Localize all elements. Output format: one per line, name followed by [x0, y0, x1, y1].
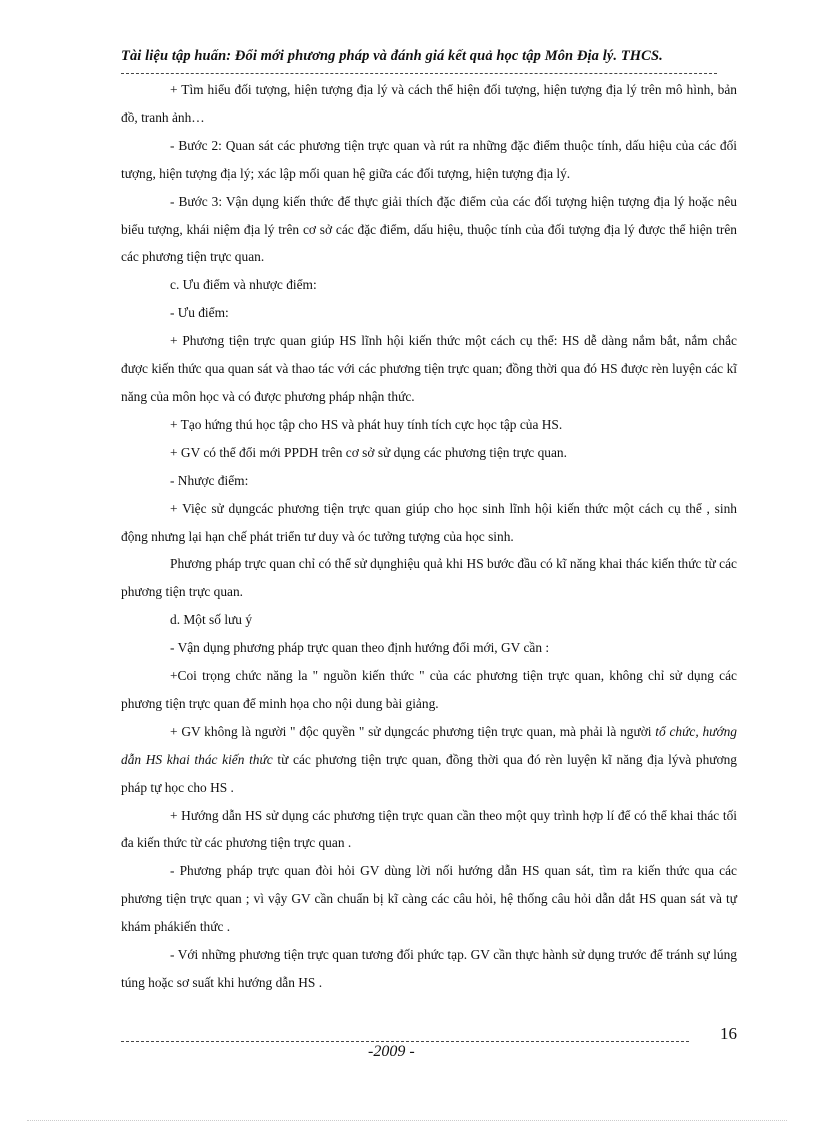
paragraph: +Coi trọng chức năng la " nguồn kiến thức " của các phương tiện trực quan, không chỉ sử dụng các phương tiện trực quan để minh họa cho nội dung bài giảng. [121, 668, 737, 711]
document-body [121, 76, 737, 997]
text-run: từ các phương tiện trực quan, đồng thời qua đó rèn luyện kĩ năng địa lývà phương pháp tự học cho HS . [121, 751, 737, 795]
paragraph: - Bước 3: Vận dụng kiến thức để thực giải thích đặc điểm của các đối tượng hiện tượng địa lý hoặc nêu biểu tượng, khái niệm địa lý trên cơ sở các đặc điểm, dấu hiệu, thuộc tính của đối tượng địa lý được thể hiện trên các phương tiện trực quan. [121, 193, 737, 265]
paragraph: + GV có thể đổi mới PPDH trên cơ sở sử dụng các phương tiện trực quan. [170, 444, 567, 460]
text-run: + GV không là người " độc quyền " sử dụngcác phương tiện trực quan, mà phải là người [170, 723, 656, 739]
subheading: - Ưu điểm: [170, 305, 229, 321]
paragraph: + Tạo hứng thú học tập cho HS và phát huy tính tích cực học tập của HS. [170, 416, 563, 432]
subheading: - Nhược điểm: [170, 472, 249, 488]
paragraph: - Với những phương tiện trực quan tương đối phức tạp. GV cần thực hành sử dụng trước để tránh sự lúng túng hoặc sơ suất khi hướng dẫn HS . [121, 947, 737, 990]
page-edge-divider [27, 1120, 787, 1121]
paragraph: - Bước 2: Quan sát các phương tiện trực quan và rút ra những đặc điểm thuộc tính, dấu hiệu của các đối tượng, hiện tượng địa lý; xác lập mối quan hệ giữa các đối tượng, hiện tượng địa lý. [121, 137, 737, 181]
paragraph: + Tìm hiểu đối tượng, hiện tượng địa lý và cách thể hiện đối tượng, hiện tượng địa lý trên mô hình, bản đồ, tranh ảnh… [121, 82, 737, 125]
footer-divider [121, 1041, 689, 1042]
paragraph: + Việc sử dụngcác phương tiện trực quan giúp cho học sinh lĩnh hội kiến thức một cách cụ thể , sinh động nhưng lại hạn chế phát triển tư duy và óc tưởng tượng của học sinh. [121, 500, 737, 544]
section-heading: d. Một số lưu ý [170, 612, 253, 628]
paragraph: - Vận dụng phương pháp trực quan theo định hướng đổi mới, GV cần : [170, 640, 550, 656]
header-divider [121, 73, 717, 74]
paragraph: + Hướng dẫn HS sử dụng các phương tiện trực quan cần theo một quy trình hợp lí để có thể khai thác tối đa kiến thức từ các phương tiện trực quan . [121, 807, 737, 851]
paragraph: + Phương tiện trực quan giúp HS lĩnh hội kiến thức một cách cụ thể: HS dễ dàng nắm bắt, nắm chắc được kiến thức qua quan sát và thao tác với các phương tiện trực quan; đồng thời qua đó HS được rèn luyện các kĩ năng của môn học và có được phương pháp nhận thức. [121, 333, 737, 404]
section-heading: c. Ưu điểm và nhược điểm: [170, 277, 317, 293]
page-header-title: Tài liệu tập huấn: Đổi mới phương pháp và đánh giá kết quả học tập Môn Địa lý. THCS. [121, 48, 663, 64]
paragraph: Phương pháp trực quan chỉ có thể sử dụnghiệu quả khi HS bước đầu có kĩ năng khai thác kiến thức từ các phương tiện trực quan. [121, 556, 737, 600]
paragraph: - Phương pháp trực quan đòi hỏi GV dùng lời nối hướng dẫn HS quan sát, tìm ra kiến thức qua các phương tiện trực quan ; vì vậy GV cần chuẩn bị kĩ càng các câu hỏi, hệ thống câu hỏi dẫn dắt HS quan sát và tự khám phákiến thức . [121, 863, 737, 935]
page-number: 16 [720, 1024, 737, 1043]
emphasis-text: tổ chức, hướng dẫn HS khai thác kiến thức [121, 723, 737, 767]
paragraph [121, 718, 737, 802]
footer-year: -2009 - [368, 1043, 415, 1060]
